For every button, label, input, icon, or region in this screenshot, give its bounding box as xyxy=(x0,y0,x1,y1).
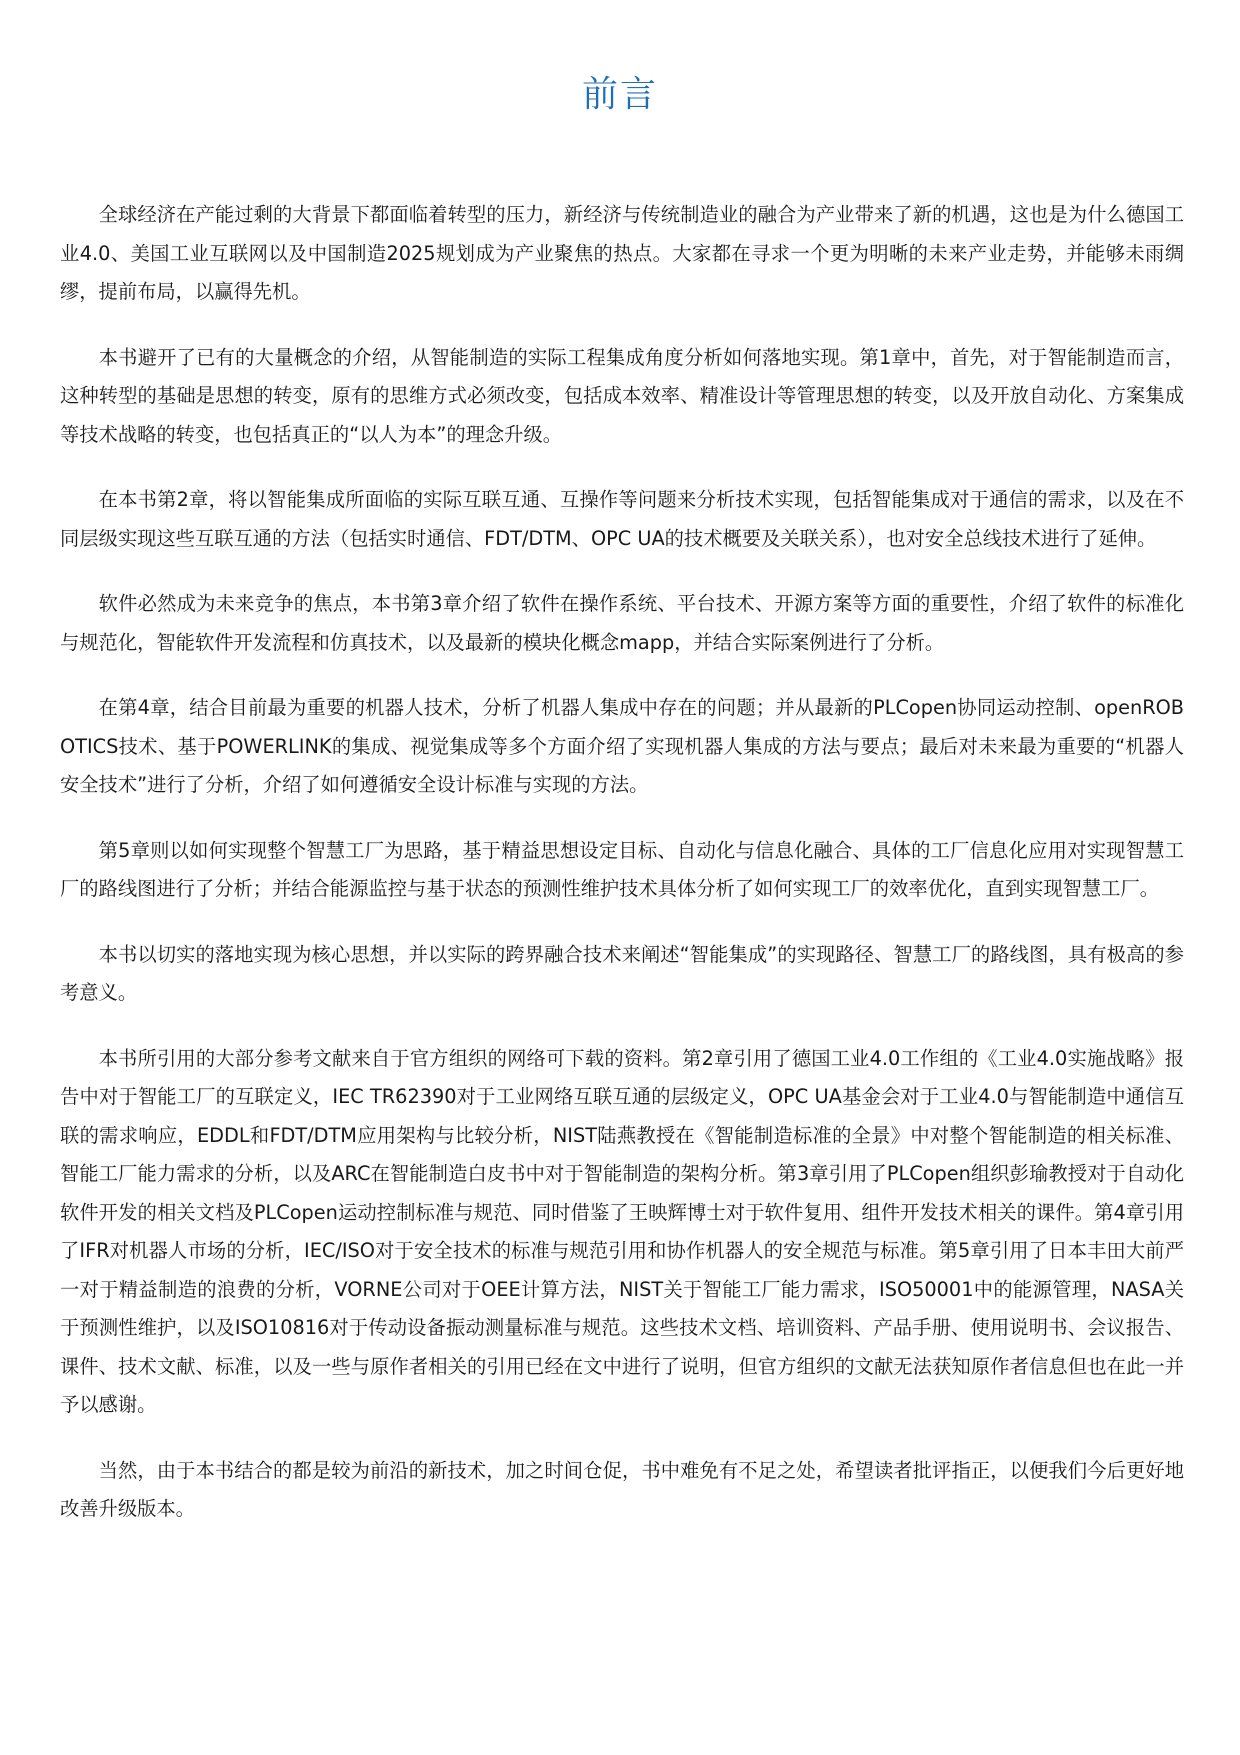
paragraph-7: 本书以切实的落地实现为核心思想，并以实际的跨界融合技术来阐述“智能集成”的实现路径、智慧工厂的路线图，具有极高的参考意义。 xyxy=(60,942,1184,1004)
paragraph-2: 本书避开了已有的大量概念的介绍，从智能制造的实际工程集成角度分析如何落地实现。第1章中，首先，对于智能制造而言，这种转型的基础是思想的转变，原有的思维方式必须改变，包括成本效率、精准设计等管理思想的转变，以及开放自动化、方案集成等技术战略的转变，也包括真正的“以人为本”的理念升级。 xyxy=(60,345,1184,446)
page-title: 前言 xyxy=(581,74,658,115)
preface-body xyxy=(60,196,1184,1556)
paragraph-3: 在本书第2章，将以智能集成所面临的实际互联互通、互操作等问题来分析技术实现，包括智能集成对于通信的需求，以及在不同层级实现这些互联互通的方法（包括实时通信、FDT/DTM、OPC UA的技术概要及关联关系），也对安全总线技术进行了延伸。 xyxy=(60,488,1184,550)
paragraph-1: 全球经济在产能过剩的大背景下都面临着转型的压力，新经济与传统制造业的融合为产业带来了新的机遇，这也是为什么德国工业4.0、美国工业互联网以及中国制造2025规划成为产业聚焦的热点。大家都在寻求一个更为明晰的未来产业走势，并能够未雨绸缪，提前布局，以赢得先机。 xyxy=(60,203,1184,303)
paragraph-6: 第5章则以如何实现整个智慧工厂为思路，基于精益思想设定目标、自动化与信息化融合、具体的工厂信息化应用对实现智慧工厂的路线图进行了分析；并结合能源监控与基于状态的预测性维护技术具体分析了如何实现工厂的效率优化，直到实现智慧工厂。 xyxy=(60,838,1184,900)
paragraph-8: 本书所引用的大部分参考文献来自于官方组织的网络可下载的资料。第2章引用了德国工业4.0工作组的《工业4.0实施战略》报告中对于智能工厂的互联定义，IEC TR62390对于工业网络互联互通的层级定义，OPC UA基金会对于工业4.0与智能制造中通信互联的需求响应，EDDL和FDT/DTM应用架构与比较分析，NIST陆燕教授在《智能制造标准的全景》中对整个智能制造的相关标准、智能工厂能力需求的分析，以及ARC在智能制造白皮书中对于智能制造的架构分析。第3章引用了PLCopen组织彭瑜教授对于自动化软件开发的相关文档及PLCopen运动控制标准与规范、同时借鉴了王映辉博士对于软件复用、组件开发技术相关的课件。第4章引用了IFR对机器人市场的分析，IEC/ISO对于安全技术的标准与规范引用和协作机器人的安全规范与标准。第5章引用了日本丰田大前严一对于精益制造的浪费的分析，VORNE公司对于OEE计算方法，NIST关于智能工厂能力需求，ISO50001中的能源管理，NASA关于预测性维护，以及ISO10816对于传动设备振动测量标准与规范。这些技术文档、培训资料、产品手册、使用说明书、会议报告、课件、技术文献、标准，以及一些与原作者相关的引用已经在文中进行了说明，但官方组织的文献无法获知原作者信息但也在此一并予以感谢。 xyxy=(60,1046,1184,1416)
paragraph-5: 在第4章，结合目前最为重要的机器人技术，分析了机器人集成中存在的问题；并从最新的PLCopen协同运动控制、openROBOTICS技术、基于POWERLINK的集成、视觉集成等多个方面介绍了实现机器人集成的方法与要点；最后对未来最为重要的“机器人安全技术”进行了分析，介绍了如何遵循安全设计标准与实现的方法。 xyxy=(60,696,1184,796)
paragraph-9: 当然，由于本书结合的都是较为前沿的新技术，加之时间仓促，书中难免有不足之处，希望读者批评指正，以便我们今后更好地改善升级版本。 xyxy=(60,1458,1184,1520)
paragraph-4: 软件必然成为未来竞争的焦点，本书第3章介绍了软件在操作系统、平台技术、开源方案等方面的重要性，介绍了软件的标准化与规范化，智能软件开发流程和仿真技术，以及最新的模块化概念mapp，并结合实际案例进行了分析。 xyxy=(60,592,1184,654)
